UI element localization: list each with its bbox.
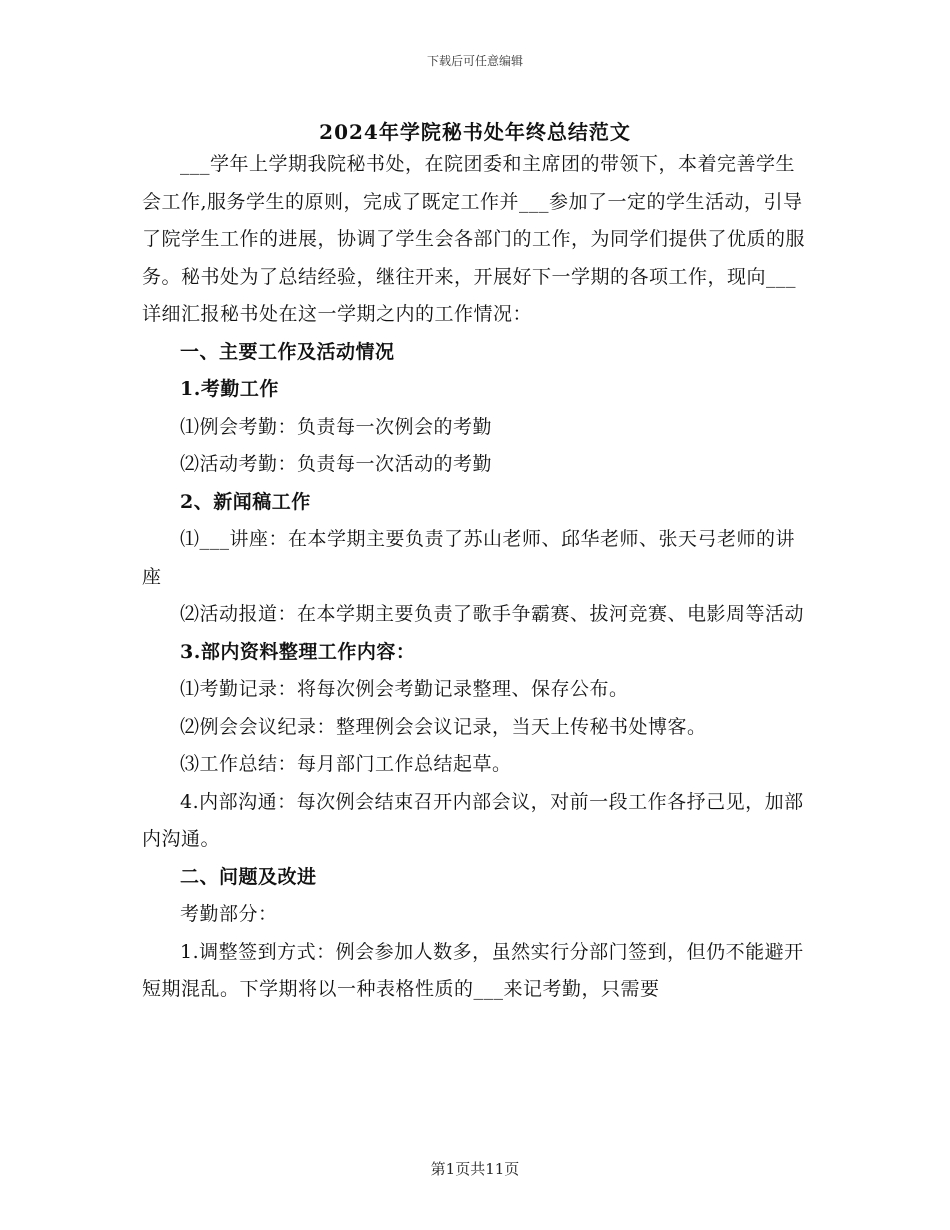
list-item: ⑵活动考勤：负责每一次活动的考勤 bbox=[180, 453, 493, 475]
page-footer: 第1页共11页 bbox=[430, 1160, 520, 1178]
section-heading-main-work: 一、主要工作及活动情况 bbox=[180, 340, 395, 363]
section-heading-problems: 二、问题及改进 bbox=[180, 865, 317, 888]
document-body bbox=[142, 146, 810, 1009]
list-item: ⑴例会考勤：负责每一次例会的考勤 bbox=[180, 415, 493, 438]
list-item: ⑶工作总结：每月部门工作总结起草。 bbox=[180, 753, 512, 775]
document-title: 2024年学院秘书处年终总结范文 bbox=[319, 120, 631, 144]
subheading-attendance: 1.考勤工作 bbox=[180, 378, 279, 400]
list-item: ⑴___讲座：在本学期主要负责了苏山老师、邱华老师、张天弓老师的讲座 bbox=[142, 528, 796, 588]
subheading-documents: 3.部内资料整理工作内容： bbox=[180, 640, 416, 663]
list-item: ⑵活动报道：在本学期主要负责了歌手争霸赛、拔河竞赛、电影周等活动 bbox=[180, 603, 805, 625]
page-header: 下载后可任意编辑 bbox=[426, 54, 523, 68]
list-item: 4.内部沟通：每次例会结束召开内部会议，对前一段工作各抒己见，加部内沟通。 bbox=[142, 790, 804, 850]
subheading-news: 2、新闻稿工作 bbox=[180, 490, 311, 513]
list-item: 1.调整签到方式：例会参加人数多，虽然实行分部门签到，但仍不能避开短期混乱。下学期将以一种表格性质的___来记考勤，只需要 bbox=[142, 940, 804, 1000]
list-item: ⑵例会会议纪录：整理例会会议记录，当天上传秘书处博客。 bbox=[180, 715, 707, 738]
list-item: ⑴考勤记录：将每次例会考勤记录整理、保存公布。 bbox=[180, 678, 629, 700]
intro-paragraph: ___学年上学期我院秘书处，在院团委和主席团的带领下，本着完善学生会工作,服务学生的原则，完成了既定工作并___参加了一定的学生活动，引导了院学生工作的进展，协调了学生会各部门的工作，为同学们提供了优质的服务。秘书处为了总结经验，继往开来，开展好下一学期的各项工作，现向___详细汇报秘书处在这一学期之内的工作情况： bbox=[142, 153, 806, 325]
subsection-label: 考勤部分： bbox=[180, 903, 278, 925]
